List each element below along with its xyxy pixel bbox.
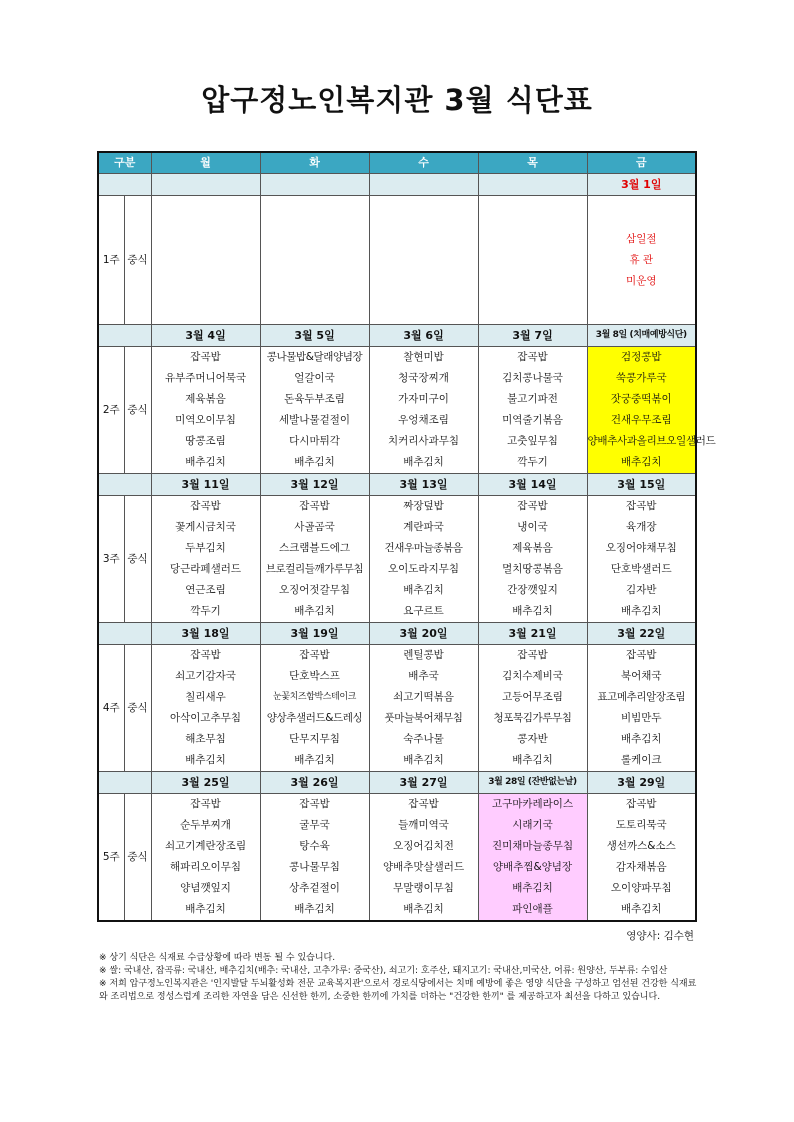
menu-cell: 청국장찌개 (369, 368, 478, 389)
menu-cell: 스크램블드에그 (260, 538, 369, 559)
menu-row (98, 538, 696, 559)
menu-cell: 사골곰국 (260, 517, 369, 538)
menu-cell: 김치콩나물국 (478, 368, 587, 389)
date-cell (260, 174, 369, 196)
menu-cell: 콩나물밥&달래양념장 (260, 347, 369, 369)
menu-cell: 배추김치 (369, 899, 478, 921)
menu-cell: 쇠고기계란장조림 (151, 836, 260, 857)
menu-cell: 감자채볶음 (587, 857, 696, 878)
menu-cell: 배추김치 (587, 899, 696, 921)
menu-cell: 배추김치 (151, 452, 260, 474)
menu-table (97, 151, 716, 922)
menu-cell: 잡곡밥 (478, 645, 587, 667)
date-cell: 3월 20일 (369, 623, 478, 645)
date-cell: 3월 19일 (260, 623, 369, 645)
menu-cell: 브로컬리들깨가루무침 (260, 559, 369, 580)
menu-cell: 배추김치 (369, 750, 478, 772)
menu-cell: 검정콩밥 (587, 347, 696, 369)
date-cell: 3월 6일 (369, 325, 478, 347)
menu-row (98, 580, 696, 601)
menu-cell: 찰현미밥 (369, 347, 478, 369)
menu-cell: 생선까스&소스 (587, 836, 696, 857)
date-cell: 3월 1일 (587, 174, 696, 196)
menu-cell: 제육볶음 (151, 389, 260, 410)
menu-cell: 잡곡밥 (151, 645, 260, 667)
week-label: 1주 (98, 196, 124, 325)
menu-cell: 탕수육 (260, 836, 369, 857)
date-cell: 3월 25일 (151, 772, 260, 794)
menu-cell: 미역줄기볶음 (478, 410, 587, 431)
date-cell: 3월 22일 (587, 623, 696, 645)
footnote: ※ 저희 압구정노인복지관은 '인지발달 두뇌활성화 전문 교육복지관'으로서 경로식당에서는 치매 예방에 좋은 영양 식단을 구성하고 엄선된 건강한 식재료와 조리법으로 정성스럽게 조리한 자연을 담은 신선한 한끼, 소중한 한끼에 가치를 더하는 "건강한 한끼" 를 제공하고자 최선을 다하고 있습니다. (99, 979, 697, 1002)
menu-cell: 잡곡밥 (260, 645, 369, 667)
menu-row (98, 389, 696, 410)
menu-cell: 돈육두부조림 (260, 389, 369, 410)
date-row-week1 (98, 174, 696, 196)
menu-cell: 잡곡밥 (151, 794, 260, 816)
menu-cell: 세발나물겉절이 (260, 410, 369, 431)
date-cell: 3월 11일 (151, 474, 260, 496)
date-row-week5 (98, 772, 696, 794)
menu-cell: 고춧잎무침 (478, 431, 587, 452)
menu-cell: 배추김치 (478, 878, 587, 899)
menu-row (98, 496, 696, 518)
menu-cell: 쑥콩가루국 (587, 368, 696, 389)
menu-cell: 숙주나물 (369, 729, 478, 750)
menu-cell: 렌틸콩밥 (369, 645, 478, 667)
menu-cell: 오징어야채무침 (587, 538, 696, 559)
menu-cell: 상추겉절이 (260, 878, 369, 899)
menu-row (98, 708, 696, 729)
menu-cell: 얼갈이국 (260, 368, 369, 389)
menu-cell: 해초무침 (151, 729, 260, 750)
menu-row (98, 815, 696, 836)
menu-row (98, 878, 696, 899)
menu-row (98, 750, 696, 772)
menu-cell: 콩자반 (478, 729, 587, 750)
menu-cell: 당근라페샐러드 (151, 559, 260, 580)
menu-cell: 배추김치 (587, 452, 696, 474)
menu-cell: 배추김치 (260, 899, 369, 921)
menu-row (98, 517, 696, 538)
date-cell: 3월 13일 (369, 474, 478, 496)
menu-cell: 해파리오이무침 (151, 857, 260, 878)
date-cell: 3월 29일 (587, 772, 696, 794)
date-row-week3 (98, 474, 696, 496)
menu-cell: 배추김치 (260, 601, 369, 623)
menu-cell: 북어채국 (587, 666, 696, 687)
week-label: 4주 (98, 645, 124, 772)
menu-cell: 양념깻잎지 (151, 878, 260, 899)
menu-cell: 칠리새우 (151, 687, 260, 708)
holiday-cell (587, 196, 696, 325)
menu-cell: 짜장덮밥 (369, 496, 478, 518)
header-mon: 월 (151, 152, 260, 174)
menu-cell: 단호박샐러드 (587, 559, 696, 580)
menu-cell: 깍두기 (151, 601, 260, 623)
menu-cell: 시래기국 (478, 815, 587, 836)
menu-cell: 잡곡밥 (478, 347, 587, 369)
date-cell: 3월 27일 (369, 772, 478, 794)
menu-cell: 순두부찌개 (151, 815, 260, 836)
menu-cell: 멸치땅콩볶음 (478, 559, 587, 580)
menu-cell: 배추김치 (587, 601, 696, 623)
menu-row (98, 899, 696, 921)
menu-cell: 건새우무조림 (587, 410, 696, 431)
menu-cell: 배추김치 (369, 452, 478, 474)
menu-cell: 연근조림 (151, 580, 260, 601)
meal-label: 중식 (124, 645, 151, 772)
header-row (98, 152, 696, 174)
menu-row (98, 645, 696, 667)
menu-cell: 표고메추리알장조림 (587, 687, 696, 708)
menu-cell: 우엉채조림 (369, 410, 478, 431)
date-cell: 3월 4일 (151, 325, 260, 347)
menu-row (98, 601, 696, 623)
menu-cell: 배추국 (369, 666, 478, 687)
menu-row (98, 794, 696, 816)
date-cell: 3월 26일 (260, 772, 369, 794)
menu-cell: 잡곡밥 (369, 794, 478, 816)
date-cell: 3월 5일 (260, 325, 369, 347)
menu-cell: 육개장 (587, 517, 696, 538)
menu-cell: 제육볶음 (478, 538, 587, 559)
menu-cell: 눈꽃치즈함박스테이크 (260, 687, 369, 708)
menu-row (98, 857, 696, 878)
menu-row (98, 431, 696, 452)
date-cell (478, 174, 587, 196)
menu-cell: 잡곡밥 (587, 496, 696, 518)
menu-cell: 다시마튀각 (260, 431, 369, 452)
menu-cell: 배추김치 (151, 899, 260, 921)
date-cell: 3월 15일 (587, 474, 696, 496)
menu-cell: 풋마늘북어채무침 (369, 708, 478, 729)
menu-cell: 유부주머니어묵국 (151, 368, 260, 389)
menu-cell: 도토리묵국 (587, 815, 696, 836)
menu-row (98, 347, 696, 369)
nutritionist-label: 영양사: 김수현 (626, 930, 694, 942)
menu-cell: 배추김치 (478, 601, 587, 623)
menu-cell: 땅콩조림 (151, 431, 260, 452)
menu-cell: 배추김치 (587, 729, 696, 750)
meal-label: 중식 (124, 794, 151, 922)
menu-cell: 들깨미역국 (369, 815, 478, 836)
menu-cell: 양배추맛살샐러드 (369, 857, 478, 878)
holiday-closed: 휴 관 (629, 253, 654, 266)
week-label: 3주 (98, 496, 124, 623)
menu-cell: 아삭이고추무침 (151, 708, 260, 729)
menu-cell: 미역오이무침 (151, 410, 260, 431)
menu-cell: 요구르트 (369, 601, 478, 623)
week-label: 5주 (98, 794, 124, 922)
meal-label: 중식 (124, 496, 151, 623)
menu-cell: 고구마카레라이스 (478, 794, 587, 816)
menu-cell: 꽃게시금치국 (151, 517, 260, 538)
date-cell: 3월 18일 (151, 623, 260, 645)
menu-cell: 잡곡밥 (260, 496, 369, 518)
header-fri: 금 (587, 152, 696, 174)
footnotes (99, 952, 699, 1004)
week1-row (98, 196, 696, 325)
meal-label: 중식 (124, 196, 151, 325)
menu-row (98, 452, 696, 474)
menu-row (98, 687, 696, 708)
menu-cell: 계란파국 (369, 517, 478, 538)
menu-cell: 쇠고기감자국 (151, 666, 260, 687)
menu-cell: 오이도라지무침 (369, 559, 478, 580)
date-cell: 3월 28일 (잔반없는날) (478, 772, 587, 794)
menu-cell: 냉이국 (478, 517, 587, 538)
menu-cell: 오징어젓갈무침 (260, 580, 369, 601)
menu-row (98, 729, 696, 750)
menu-cell: 롤케이크 (587, 750, 696, 772)
menu-cell: 무말랭이무침 (369, 878, 478, 899)
menu-row (98, 410, 696, 431)
holiday-name: 삼일절 (626, 232, 657, 245)
menu-cell: 배추김치 (151, 750, 260, 772)
menu-cell: 비빔만두 (587, 708, 696, 729)
header-wed: 수 (369, 152, 478, 174)
date-cell (369, 174, 478, 196)
week-label: 2주 (98, 347, 124, 474)
menu-cell: 잣궁중떡볶이 (587, 389, 696, 410)
date-cell: 3월 21일 (478, 623, 587, 645)
menu-cell: 불고기파전 (478, 389, 587, 410)
footnote: ※ 쌀: 국내산, 잡곡류: 국내산, 배추김치(배추: 국내산, 고추가루: 중국산), 쇠고기: 호주산, 돼지고기: 국내산,미국산, 어류: 원양산, 두부류: 수입산 (99, 966, 668, 976)
menu-cell: 오이양파무침 (587, 878, 696, 899)
meal-label: 중식 (124, 347, 151, 474)
menu-cell: 양상추샐러드&드레싱 (260, 708, 369, 729)
menu-cell: 잡곡밥 (151, 347, 260, 369)
menu-cell: 가자미구이 (369, 389, 478, 410)
date-cell: 3월 12일 (260, 474, 369, 496)
holiday-note: 미운영 (626, 274, 657, 287)
menu-cell: 잡곡밥 (151, 496, 260, 518)
menu-cell: 잡곡밥 (478, 496, 587, 518)
footnote: ※ 상기 식단은 식재료 수급상황에 따라 변동 될 수 있습니다. (99, 953, 336, 963)
menu-cell: 건새우마늘종볶음 (369, 538, 478, 559)
menu-cell: 양배추사과올리브오일샐러드 (587, 431, 696, 452)
menu-cell: 배추김치 (478, 750, 587, 772)
menu-row (98, 368, 696, 389)
menu-row (98, 666, 696, 687)
menu-cell: 양배추찜&양념장 (478, 857, 587, 878)
menu-cell: 김치수제비국 (478, 666, 587, 687)
date-cell (151, 174, 260, 196)
menu-cell: 단호박스프 (260, 666, 369, 687)
menu-cell: 잡곡밥 (260, 794, 369, 816)
header-category: 구분 (98, 152, 151, 174)
date-cell: 3월 8일 (치매예방식단) (587, 325, 696, 347)
menu-cell: 굴무국 (260, 815, 369, 836)
menu-cell: 파인애플 (478, 899, 587, 921)
date-row-week2 (98, 325, 696, 347)
menu-cell: 단무지무침 (260, 729, 369, 750)
menu-cell: 배추김치 (260, 452, 369, 474)
menu-cell: 깍두기 (478, 452, 587, 474)
date-row-week4 (98, 623, 696, 645)
menu-cell: 두부김치 (151, 538, 260, 559)
menu-cell: 고등어무조림 (478, 687, 587, 708)
menu-cell: 배추김치 (260, 750, 369, 772)
menu-cell: 쇠고기떡볶음 (369, 687, 478, 708)
date-cell: 3월 7일 (478, 325, 587, 347)
menu-cell: 청포묵김가루무침 (478, 708, 587, 729)
menu-row (98, 559, 696, 580)
header-thu: 목 (478, 152, 587, 174)
header-tue: 화 (260, 152, 369, 174)
menu-row (98, 836, 696, 857)
menu-cell: 콩나물무침 (260, 857, 369, 878)
date-cell: 3월 14일 (478, 474, 587, 496)
menu-cell: 간장깻잎지 (478, 580, 587, 601)
menu-cell: 김자반 (587, 580, 696, 601)
menu-cell: 잡곡밥 (587, 645, 696, 667)
page-title: 압구정노인복지관 3월 식단표 (201, 83, 593, 117)
menu-cell: 잡곡밥 (587, 794, 696, 816)
menu-cell: 진미채마늘종무침 (478, 836, 587, 857)
menu-cell: 치커리사과무침 (369, 431, 478, 452)
menu-cell: 배추김치 (369, 580, 478, 601)
menu-cell: 오징어김치전 (369, 836, 478, 857)
